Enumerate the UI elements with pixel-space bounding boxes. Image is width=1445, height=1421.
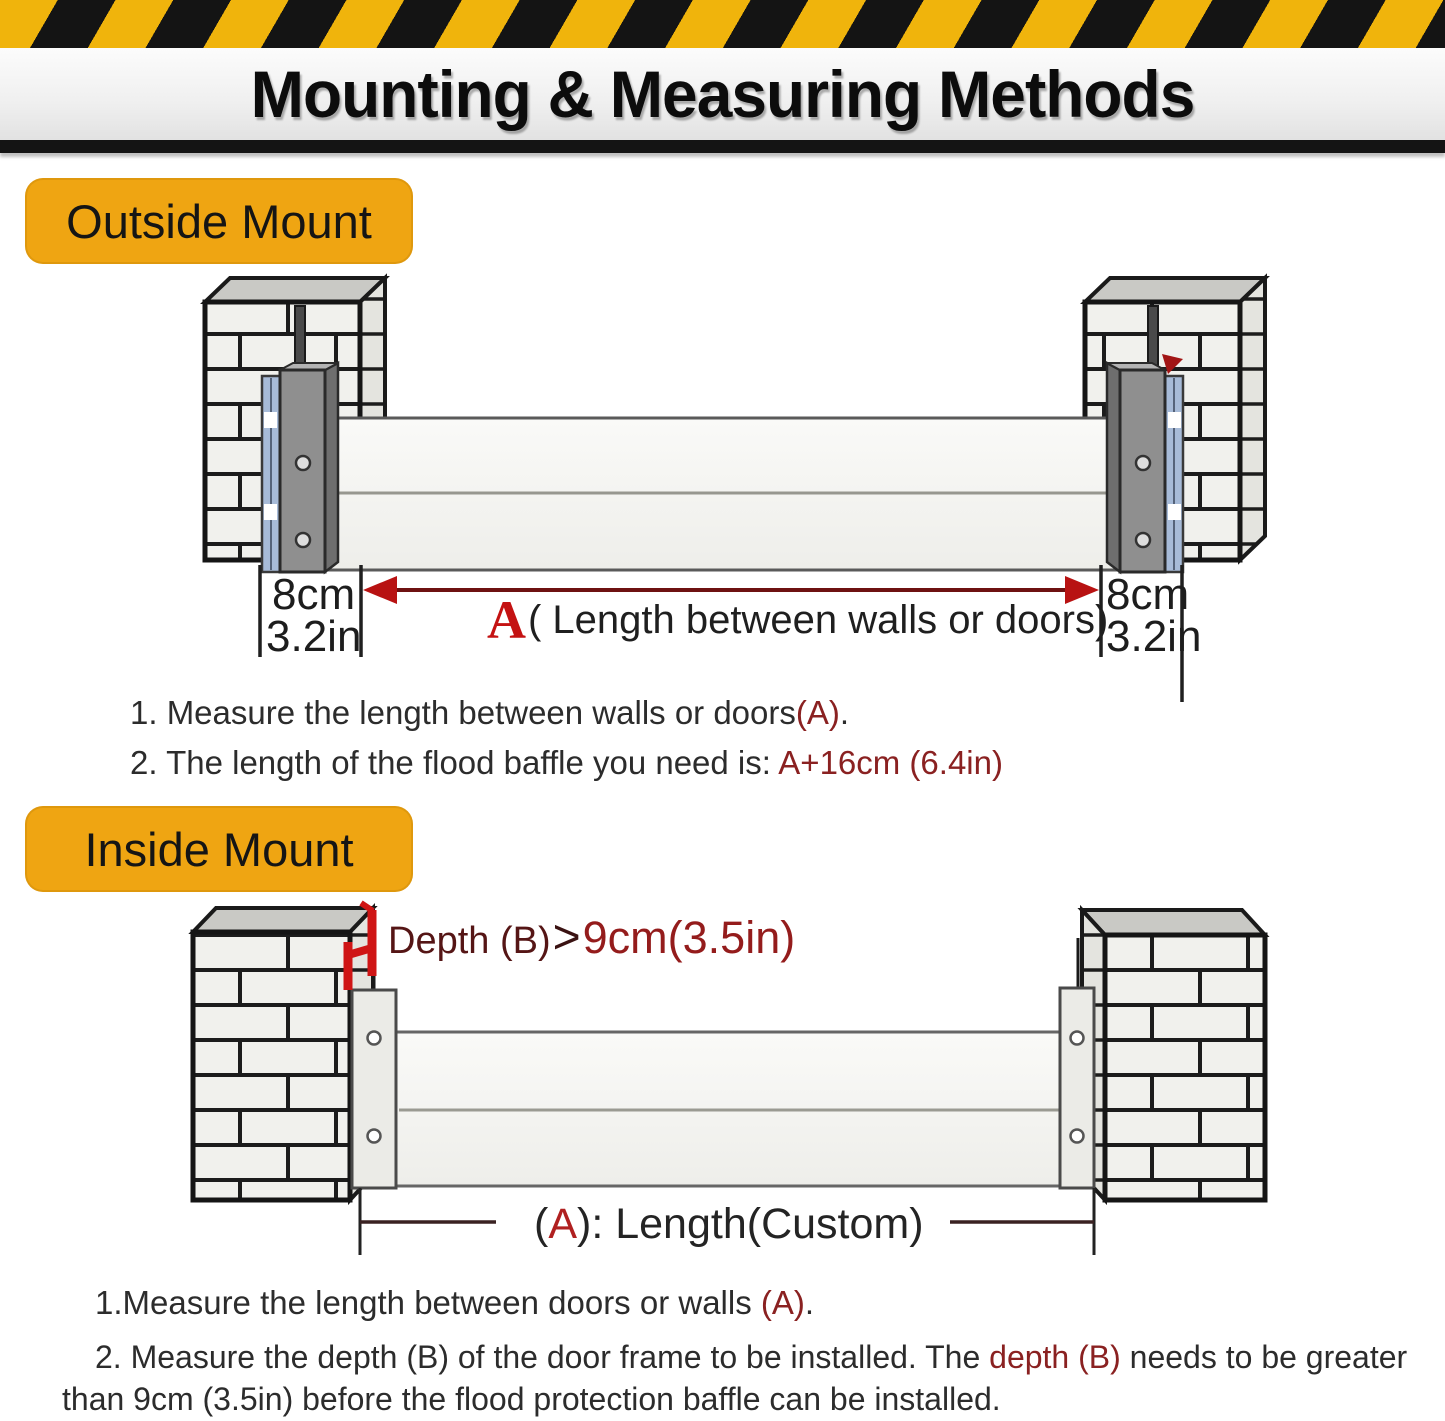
inside-mount-label: Inside Mount: [84, 822, 354, 876]
screw-hole-icon: [1136, 456, 1150, 470]
arrow-left-icon: [363, 576, 397, 604]
outside-mount-diagram: [0, 262, 1445, 712]
outside-step-2: 2. The length of the flood baffle you need is: A+16cm (6.4in): [130, 744, 1003, 781]
header-divider: [0, 140, 1445, 153]
page-title: Mounting & Measuring Methods: [250, 57, 1195, 131]
right-brick-pillar: [1082, 910, 1265, 1200]
inside-step-1: 1.Measure the length between doors or walls (A).: [95, 1284, 815, 1321]
screw-hole-icon: [368, 1130, 381, 1143]
left-mounting-rail: [262, 363, 338, 572]
screw-hole-icon: [1071, 1032, 1084, 1045]
left-rail-width-cm: 8cm: [272, 570, 356, 619]
outside-mount-label: Outside Mount: [66, 194, 372, 248]
flood-barrier-panels: [322, 418, 1122, 570]
dimension-a-caption: ( Length between walls or doors): [528, 598, 1109, 642]
length-a-annotation: [487, 590, 1109, 650]
flood-barrier-panels: [396, 1032, 1062, 1186]
left-rail-width-in: 3.2in: [266, 612, 362, 661]
outside-mount-badge: [25, 178, 413, 264]
screw-hole-icon: [296, 533, 310, 547]
depth-label-text: Depth (B): [388, 920, 551, 962]
dimension-a-letter: A: [548, 1200, 578, 1248]
depth-annotation: [388, 910, 795, 965]
right-rail-width-in: 3.2in: [1106, 612, 1202, 661]
right-mounting-rail: [1107, 354, 1183, 572]
outside-step-1: 1. Measure the length between walls or doors(A).: [130, 694, 850, 731]
right-rail-width-cm: 8cm: [1106, 570, 1190, 619]
screw-hole-icon: [1136, 533, 1150, 547]
screw-hole-icon: [1071, 1130, 1084, 1143]
dimension-a-letter: A: [487, 590, 526, 650]
screw-hole-icon: [296, 456, 310, 470]
length-annotation: (A): Length(Custom): [534, 1200, 924, 1248]
header: [0, 48, 1445, 140]
screw-hole-icon: [368, 1032, 381, 1045]
inside-mount-badge: [25, 806, 413, 892]
inside-step-2: 2. Measure the depth (B) of the door frame to be installed. The depth (B) needs to be greater than 9cm (3.5in) before the flood protection baffle can be installed.: [62, 1339, 1408, 1418]
greater-than-sign: >: [552, 911, 581, 964]
hazard-stripe-banner: [0, 0, 1445, 48]
depth-value: 9cm(3.5in): [582, 912, 796, 963]
